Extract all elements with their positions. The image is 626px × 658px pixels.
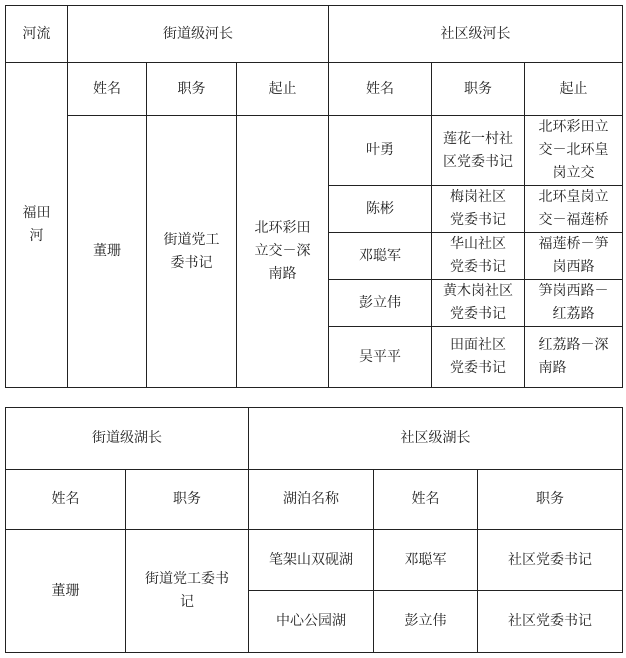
- community-range: 红荔路－深 南路: [525, 327, 623, 388]
- community-name: 彭立伟: [374, 591, 478, 653]
- street-col-post: 职务: [147, 63, 237, 116]
- community-range: 笋岗西路－ 红荔路: [525, 280, 623, 327]
- community-post: 华山社区 党委书记: [432, 233, 525, 280]
- community-name: 陈彬: [329, 186, 432, 233]
- community-range: 北环彩田立 交－北环皇 岗立交: [525, 116, 623, 186]
- community-col-range: 起止: [525, 63, 623, 116]
- community-col-name: 姓名: [329, 63, 432, 116]
- lake-chief-table: [5, 407, 623, 653]
- community-name: 吴平平: [329, 327, 432, 388]
- lake-name: 中心公园湖: [249, 591, 374, 653]
- community-col-name: 姓名: [374, 470, 478, 530]
- community-col-post: 职务: [478, 470, 623, 530]
- street-leader-range: 北环彩田 立交－深 南路: [237, 116, 329, 388]
- community-post: 社区党委书记: [478, 530, 623, 591]
- community-name: 叶勇: [329, 116, 432, 186]
- community-col-post: 职务: [432, 63, 525, 116]
- community-post: 梅岗社区 党委书记: [432, 186, 525, 233]
- header-community-river-chief: 社区级河长: [329, 6, 623, 63]
- header-street-river-chief: 街道级河长: [68, 6, 329, 63]
- community-post: 黄木岗社区 党委书记: [432, 280, 525, 327]
- community-post: 莲花一村社 区党委书记: [432, 116, 525, 186]
- river-chief-table: [5, 5, 623, 388]
- river-name: 福田 河: [6, 63, 68, 388]
- street-col-name: 姓名: [6, 470, 126, 530]
- header-street-lake-chief: 街道级湖长: [6, 408, 249, 470]
- community-col-lake: 湖泊名称: [249, 470, 374, 530]
- street-col-post: 职务: [126, 470, 249, 530]
- community-range: 福莲桥－笋 岗西路: [525, 233, 623, 280]
- community-name: 彭立伟: [329, 280, 432, 327]
- street-leader-name: 董珊: [6, 530, 126, 653]
- community-name: 邓聪军: [329, 233, 432, 280]
- community-post: 社区党委书记: [478, 591, 623, 653]
- lake-name: 笔架山双砚湖: [249, 530, 374, 591]
- header-community-lake-chief: 社区级湖长: [249, 408, 623, 470]
- street-col-range: 起止: [237, 63, 329, 116]
- street-leader-post: 街道党工 委书记: [147, 116, 237, 388]
- street-col-name: 姓名: [68, 63, 147, 116]
- community-name: 邓聪军: [374, 530, 478, 591]
- community-post: 田面社区 党委书记: [432, 327, 525, 388]
- community-range: 北环皇岗立 交－福莲桥: [525, 186, 623, 233]
- street-leader-post: 街道党工委书 记: [126, 530, 249, 653]
- header-river: 河流: [6, 6, 68, 63]
- street-leader-name: 董珊: [68, 116, 147, 388]
